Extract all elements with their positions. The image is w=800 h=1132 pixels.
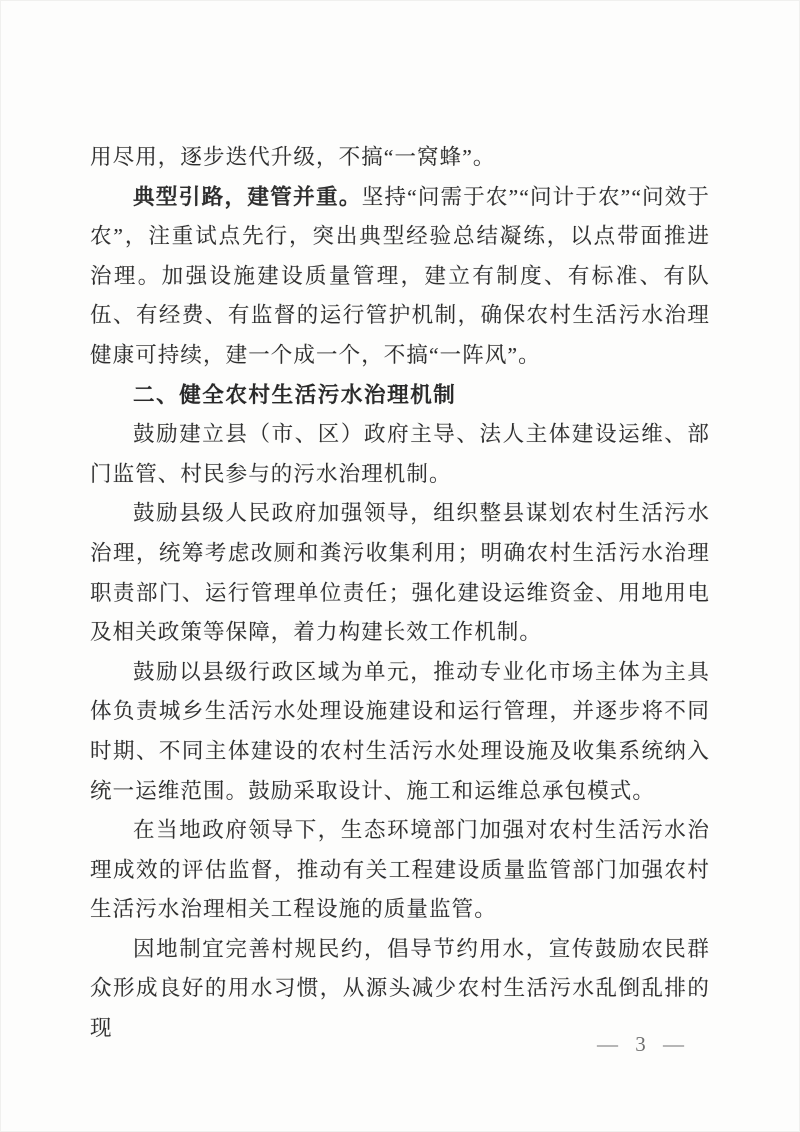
paragraph-lead-bold: 典型引路，建管并重。 [133,184,362,209]
paragraph-typical-guidance [90,178,710,376]
paragraph-continuation: 用尽用，逐步迭代升级，不搞“一窝蜂”。 [90,145,496,169]
paragraph-governance-mechanism: 鼓励建立县（市、区）政府主导、法人主体建设运维、部门监管、村民参与的污水治理机制。 [90,422,710,486]
document-body [90,138,710,1049]
paragraph-typical-guidance-body: 坚持“问需于农”“问计于农”“问效于农”，注重试点先行，突出典型经验总结凝练，以点带面推进治理。加强设施建设质量管理，建立有制度、有标准、有队伍、有经费、有监督的运行管护机制，确保农村生活污水治理健康可持续，建一个成一个，不搞“一阵风”。 [90,184,710,367]
page-number: — 3 — [597,1032,690,1056]
paragraph-county-government: 鼓励县级人民政府加强领导，组织整县谋划农村生活污水治理，统筹考虑改厕和粪污收集利用；明确农村生活污水治理职责部门、运行管理单位责任；强化建设运维资金、用地用电及相关政策等保障，着力构建长效工作机制。 [90,501,710,645]
paragraph-supervision: 在当地政府领导下，生态环境部门加强对农村生活污水治理成效的评估监督，推动有关工程建设质量监管部门加强农村生活污水治理相关工程设施的质量监管。 [90,818,710,922]
section-heading-2: 二、健全农村生活污水治理机制 [133,382,457,407]
paragraph-village-rules: 因地制宜完善村规民约，倡导节约用水，宣传鼓励农民群众形成良好的用水习惯，从源头减少农村生活污水乱倒乱排的现 [90,936,710,1041]
paragraph-market-entities: 鼓励以县级行政区域为单元，推动专业化市场主体为主具体负责城乡生活污水处理设施建设和运行管理，并逐步将不同时期、不同主体建设的农村生活污水处理设施及收集系统纳入统一运维范围。鼓励采取设计、施工和运维总承包模式。 [90,659,710,803]
